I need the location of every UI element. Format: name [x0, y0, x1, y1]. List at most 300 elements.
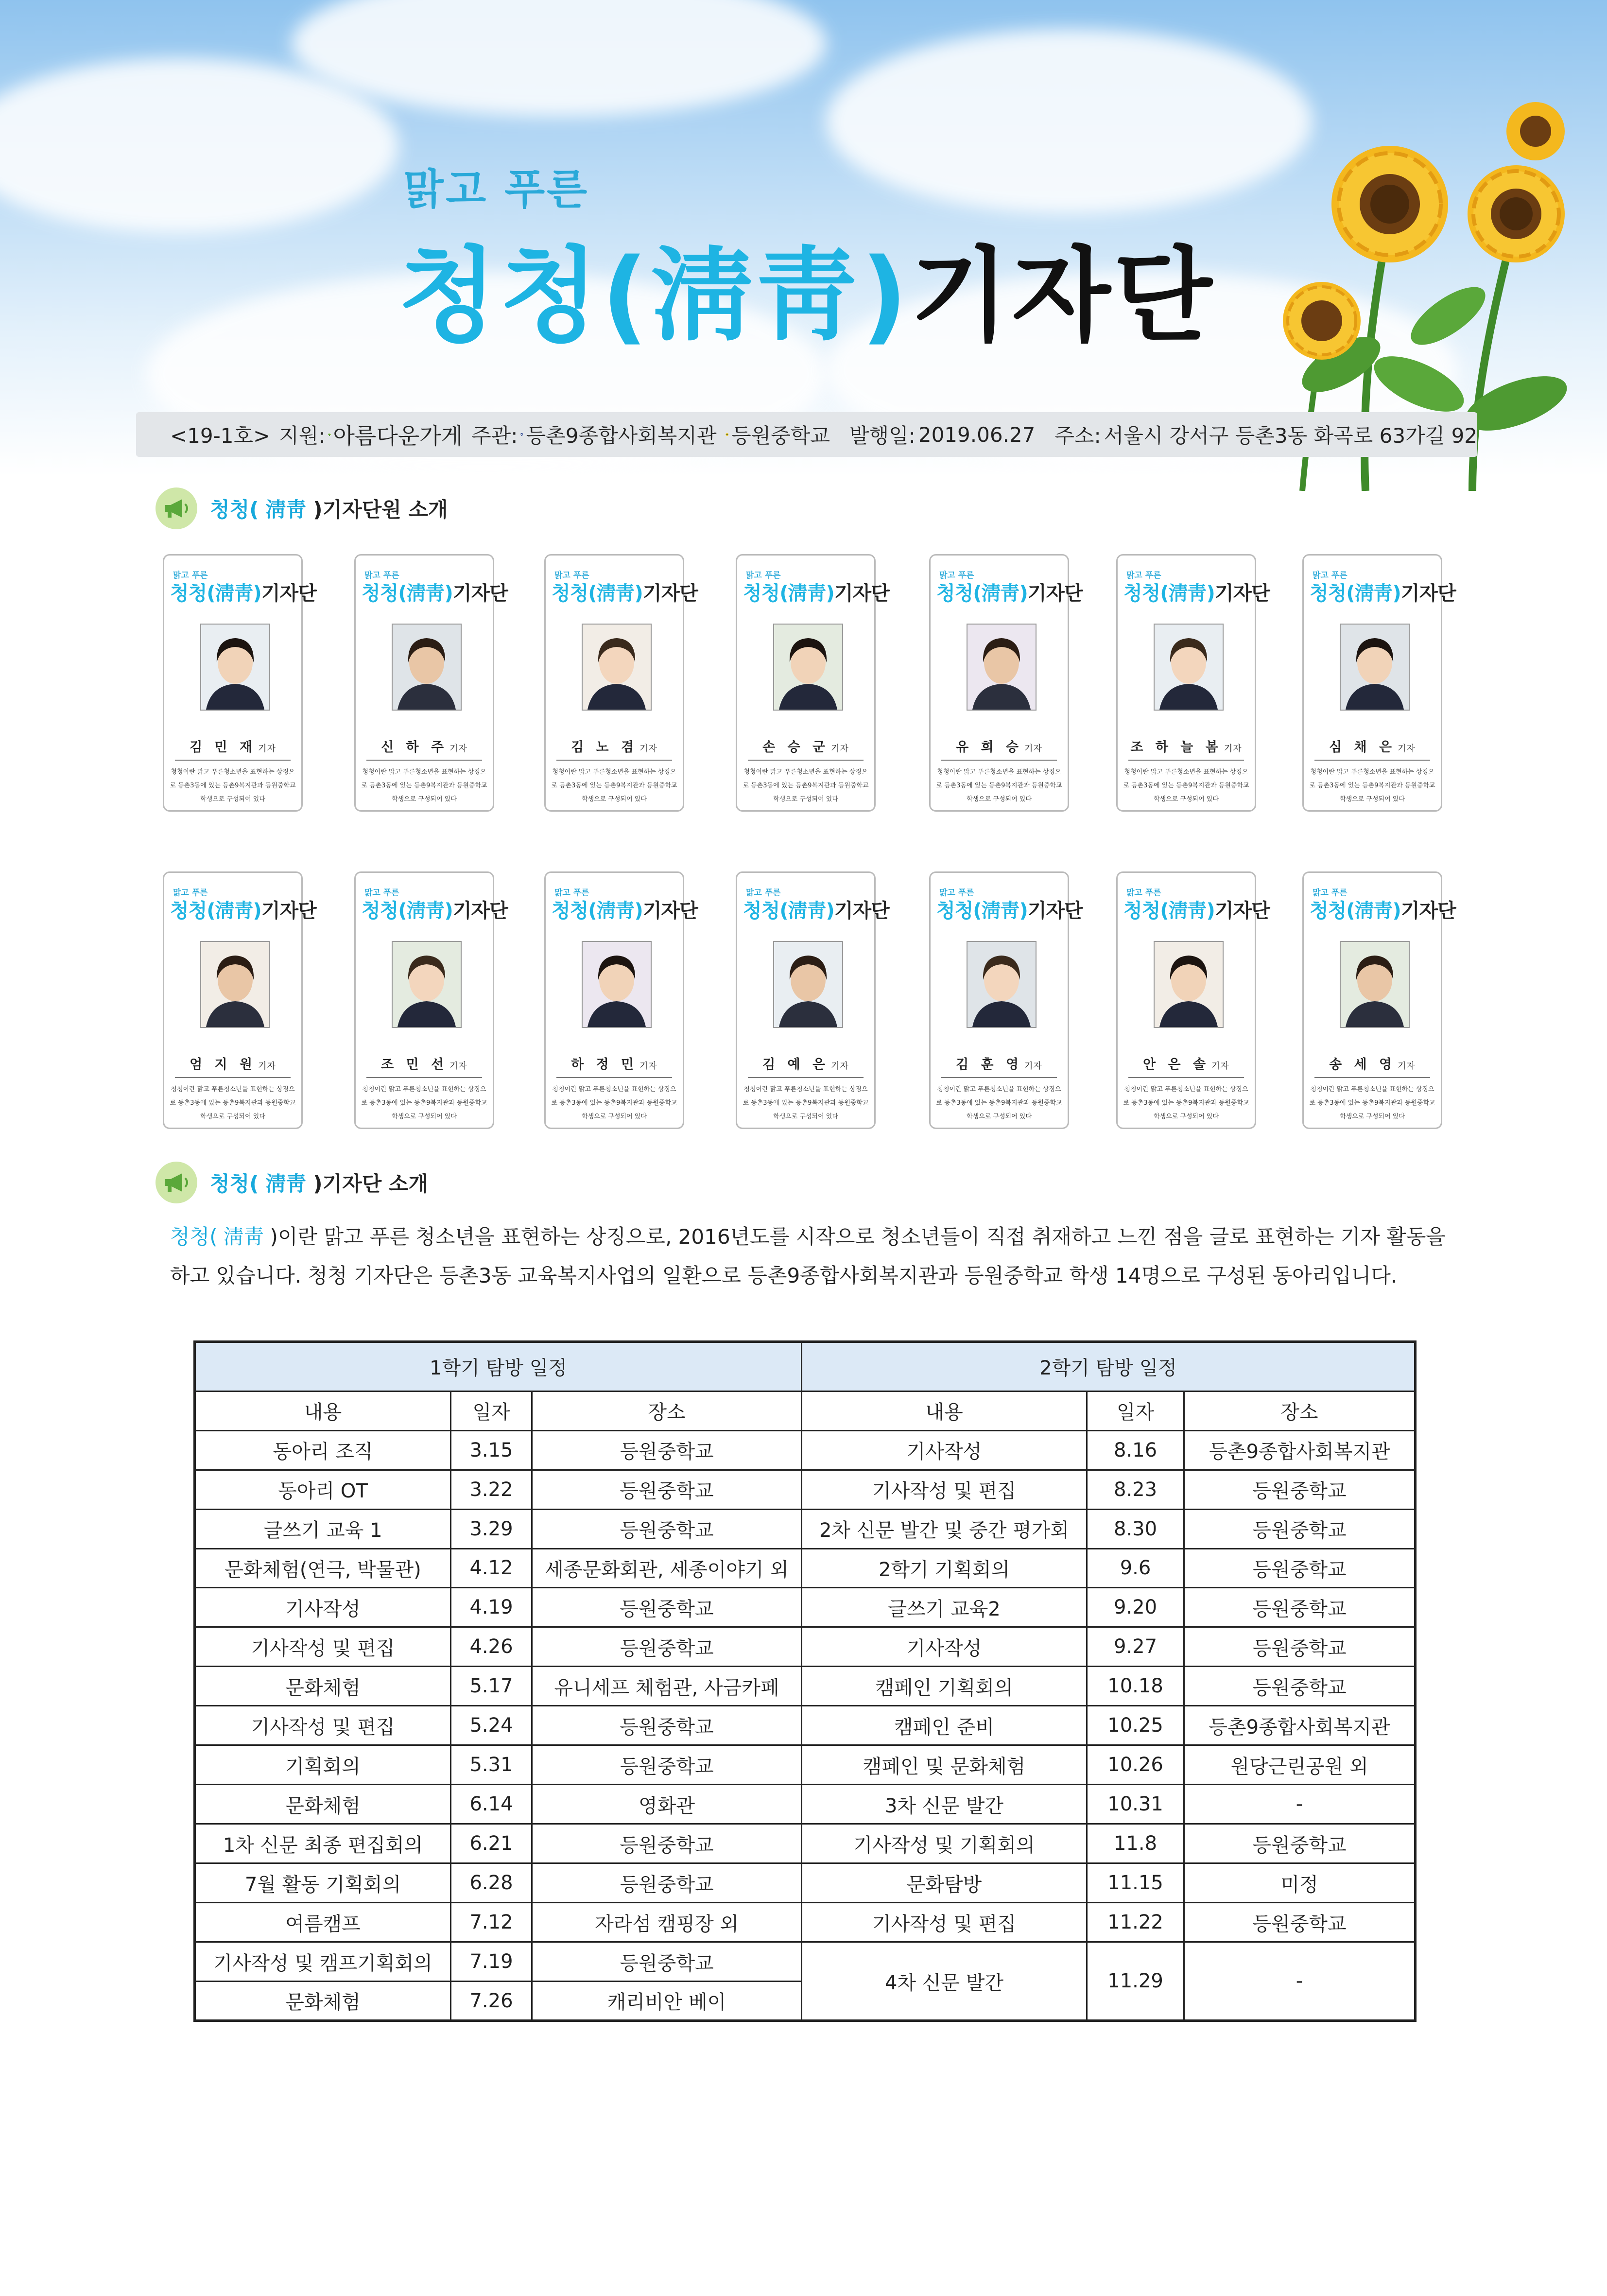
section-title-suffix: )기자단원 소개	[313, 498, 448, 522]
card-subtitle: 맑고 푸른	[364, 571, 399, 580]
section-title-hanja: 淸靑	[265, 1172, 307, 1196]
table-row	[195, 1548, 1416, 1588]
schedule-content: 동아리 OT	[195, 1470, 451, 1509]
schedule-date: 4.12	[451, 1548, 532, 1588]
schedule-date: 6.14	[451, 1785, 532, 1824]
schedule-date: 7.26	[451, 1982, 532, 2021]
card-description: 청청이란 맑고 푸른청소년을 표현하는 상징으로 등촌3동에 있는 등촌9복지관과 등원중학교 학생으로 구성되어 있다	[1309, 768, 1435, 803]
card-divider	[556, 760, 672, 761]
schedule-place: 캐리비안 베이	[532, 1982, 802, 2021]
card-divider	[748, 1077, 864, 1078]
card-title	[1310, 578, 1456, 606]
card-divider	[1128, 1077, 1244, 1078]
col-header-content: 내용	[802, 1391, 1087, 1430]
table-row	[195, 1706, 1416, 1745]
card-title-hanja: 청청(淸靑)	[170, 900, 261, 922]
card-subtitle: 맑고 푸른	[1313, 888, 1348, 898]
member-card	[1302, 871, 1456, 1129]
schedule-content: 기획회의	[195, 1745, 451, 1785]
member-name-text: 김 민 재	[190, 740, 257, 755]
host-label: 주관:	[471, 424, 518, 448]
member-photo	[1154, 941, 1224, 1028]
member-card	[354, 554, 508, 812]
schedule-content: 기사작성 및 기획회의	[802, 1824, 1087, 1863]
card-subtitle: 맑고 푸른	[746, 888, 781, 898]
column-header-row	[195, 1391, 1416, 1430]
schedule-place: 등원중학교	[1184, 1588, 1416, 1627]
schedule-place: 등원중학교	[532, 1942, 802, 1982]
card-divider	[1314, 760, 1430, 761]
card-subtitle: 맑고 푸른	[939, 888, 974, 898]
schedule-content: 동아리 조직	[195, 1430, 451, 1470]
semester2-title: 2학기 탐방 일정	[802, 1342, 1416, 1392]
schedule-place: 등촌9종합사회복지관	[1184, 1706, 1416, 1745]
schedule-place: 세종문화회관, 세종이야기 외	[532, 1548, 802, 1588]
schedule-place: 자라섬 캠핑장 외	[532, 1903, 802, 1942]
page-title-text: 기자단	[910, 236, 1215, 355]
card-description: 청청이란 맑고 푸른청소년을 표현하는 상징으로 등촌3동에 있는 등촌9복지관과 등원중학교 학생으로 구성되어 있다	[743, 768, 869, 803]
page-title-hanja: 청청(淸靑)	[398, 236, 911, 355]
schedule-content: 문화체험	[195, 1667, 451, 1706]
card-description: 청청이란 맑고 푸른청소년을 표현하는 상징으로 등촌3동에 있는 등촌9복지관과 등원중학교 학생으로 구성되어 있다	[1123, 1086, 1249, 1120]
card-title-hanja: 청청(淸靑)	[362, 900, 453, 922]
card-divider	[941, 760, 1057, 761]
schedule-content: 문화체험	[195, 1785, 451, 1824]
member-name-text: 심 채 은	[1329, 740, 1396, 755]
schedule-place: 등원중학교	[1184, 1667, 1416, 1706]
schedule-date: 9.20	[1087, 1588, 1184, 1627]
schedule-date: 7.19	[451, 1942, 532, 1982]
schedule-place: 등원중학교	[1184, 1627, 1416, 1667]
member-name-text: 조 민 선	[381, 1057, 448, 1072]
card-title-hanja: 청청(淸靑)	[1123, 582, 1215, 605]
table-row	[195, 1667, 1416, 1706]
schedule-place: 등원중학교	[532, 1824, 802, 1863]
schedule-date: 5.17	[451, 1667, 532, 1706]
member-photo	[967, 941, 1037, 1028]
member-role: 기자	[1211, 1061, 1229, 1071]
schedule-content: 캠페인 및 문화체험	[802, 1745, 1087, 1785]
member-card	[1116, 871, 1270, 1129]
card-description: 청청이란 맑고 푸른청소년을 표현하는 상징으로 등촌3동에 있는 등촌9복지관과 등원중학교 학생으로 구성되어 있다	[551, 1086, 677, 1120]
card-title-text: 기자단	[261, 900, 316, 922]
intro-text: )이란 맑고 푸른 청소년을 표현하는 상징으로, 2016년도를 시작으로 청소년들이 직접 취재하고 느낀 점을 글로 표현하는 기자 활동을 하고 있습니다. 청청 기자단은 등촌3동 교육복지사업의 일환으로 등촌9종합사회복지관과 등원중학교 학생 14명으로 구성된 동아리입니다.	[170, 1225, 1446, 1287]
card-title	[170, 895, 316, 923]
card-title-text: 기자단	[452, 900, 508, 922]
card-title-hanja: 청청(淸靑)	[362, 582, 453, 605]
member-photo	[200, 941, 270, 1028]
card-title-hanja: 청청(淸靑)	[1123, 900, 1215, 922]
table-row	[195, 1942, 1416, 1982]
card-title-text: 기자단	[834, 900, 889, 922]
schedule-content: 4차 신문 발간	[802, 1942, 1087, 2021]
issue-number: <19-1호>	[170, 424, 271, 448]
schedule-date: 10.26	[1087, 1745, 1184, 1785]
schedule-place: -	[1184, 1785, 1416, 1824]
card-subtitle: 맑고 푸른	[554, 888, 589, 898]
school-logo-icon	[726, 422, 729, 447]
member-card	[354, 871, 508, 1129]
section-heading-about	[156, 1162, 428, 1203]
card-title-hanja: 청청(淸靑)	[552, 582, 643, 605]
schedule-content: 캠페인 준비	[802, 1706, 1087, 1745]
date-label: 발행일:	[849, 424, 916, 448]
card-subtitle: 맑고 푸른	[173, 571, 208, 580]
card-title-text: 기자단	[834, 582, 889, 605]
member-name-text: 하 정 민	[571, 1057, 638, 1072]
host2-name: 등원중학교	[731, 424, 830, 448]
card-subtitle: 맑고 푸른	[1126, 571, 1161, 580]
schedule-content: 기사작성 및 편집	[195, 1706, 451, 1745]
card-subtitle: 맑고 푸른	[1313, 571, 1348, 580]
col-header-place: 장소	[1184, 1391, 1416, 1430]
card-description: 청청이란 맑고 푸른청소년을 표현하는 상징으로 등촌3동에 있는 등촌9복지관과 등원중학교 학생으로 구성되어 있다	[551, 768, 677, 803]
card-title	[743, 895, 889, 923]
card-title-hanja: 청청(淸靑)	[743, 900, 834, 922]
member-name	[356, 736, 493, 755]
semester-header-row	[195, 1342, 1416, 1392]
address-label: 주소:	[1054, 424, 1101, 448]
card-subtitle: 맑고 푸른	[746, 571, 781, 580]
card-title	[362, 895, 508, 923]
card-description: 청청이란 맑고 푸른청소년을 표현하는 상징으로 등촌3동에 있는 등촌9복지관과 등원중학교 학생으로 구성되어 있다	[936, 1086, 1062, 1120]
member-name-text: 손 승 군	[762, 740, 829, 755]
card-title	[552, 895, 698, 923]
schedule-date: 3.29	[451, 1509, 532, 1548]
member-name	[737, 736, 874, 755]
member-name	[546, 736, 683, 755]
schedule-place: 등원중학교	[532, 1430, 802, 1470]
member-photo	[392, 941, 462, 1028]
schedule-date: 10.18	[1087, 1667, 1184, 1706]
col-header-date: 일자	[1087, 1391, 1184, 1430]
member-name-text: 김 훈 영	[956, 1057, 1023, 1072]
member-name	[356, 1054, 493, 1073]
member-name	[1304, 1054, 1441, 1073]
card-subtitle: 맑고 푸른	[364, 888, 399, 898]
col-header-date: 일자	[451, 1391, 532, 1430]
section-heading-members	[156, 487, 448, 529]
table-row	[195, 1430, 1416, 1470]
card-description: 청청이란 맑고 푸른청소년을 표현하는 상징으로 등촌3동에 있는 등촌9복지관과 등원중학교 학생으로 구성되어 있다	[1123, 768, 1249, 803]
schedule-content: 기사작성 및 캠프기획회의	[195, 1942, 451, 1982]
schedule-content: 문화체험	[195, 1982, 451, 2021]
card-title-hanja: 청청(淸靑)	[170, 582, 261, 605]
member-role: 기자	[258, 1061, 276, 1071]
member-photo	[1340, 941, 1410, 1028]
member-card	[163, 554, 316, 812]
schedule-place: 등원중학교	[1184, 1903, 1416, 1942]
card-description: 청청이란 맑고 푸른청소년을 표현하는 상징으로 등촌3동에 있는 등촌9복지관과 등원중학교 학생으로 구성되어 있다	[170, 768, 296, 803]
support-label: 지원:	[279, 424, 326, 448]
schedule-content: 3차 신문 발간	[802, 1785, 1087, 1824]
schedule-date: 10.31	[1087, 1785, 1184, 1824]
schedule-place: 등촌9종합사회복지관	[1184, 1430, 1416, 1470]
schedule-date: 11.8	[1087, 1824, 1184, 1863]
card-divider	[556, 1077, 672, 1078]
member-photo	[773, 941, 843, 1028]
schedule-date: 11.29	[1087, 1942, 1184, 2021]
table-row	[195, 1509, 1416, 1548]
schedule-date: 4.19	[451, 1588, 532, 1627]
card-title	[936, 895, 1083, 923]
member-role: 기자	[1398, 1061, 1416, 1071]
card-title	[1123, 895, 1270, 923]
card-title	[743, 578, 889, 606]
schedule-date: 6.28	[451, 1863, 532, 1903]
section-title-suffix: )기자단 소개	[313, 1172, 429, 1196]
shield-logo-icon	[520, 422, 523, 447]
member-role: 기자	[258, 744, 276, 754]
schedule-content: 2학기 기획회의	[802, 1548, 1087, 1588]
schedule-date: 9.6	[1087, 1548, 1184, 1588]
support-name: 아름다운가게	[333, 423, 463, 449]
card-title-text: 기자단	[1214, 582, 1270, 605]
schedule-content: 기사작성 및 편집	[802, 1470, 1087, 1509]
member-name-text: 신 하 주	[381, 740, 448, 755]
card-title-hanja: 청청(淸靑)	[1310, 582, 1401, 605]
schedule-content: 문화탐방	[802, 1863, 1087, 1903]
megaphone-icon	[156, 1162, 197, 1203]
schedule-place: 등원중학교	[1184, 1548, 1416, 1588]
card-divider	[1314, 1077, 1430, 1078]
schedule-content: 기사작성	[802, 1430, 1087, 1470]
table-row	[195, 1824, 1416, 1863]
card-description: 청청이란 맑고 푸른청소년을 표현하는 상징으로 등촌3동에 있는 등촌9복지관과 등원중학교 학생으로 구성되어 있다	[936, 768, 1062, 803]
member-name-text: 엄 지 원	[190, 1057, 257, 1072]
member-name-text: 김 노 겸	[571, 740, 638, 755]
card-subtitle: 맑고 푸른	[939, 571, 974, 580]
schedule-content: 글쓰기 교육2	[802, 1588, 1087, 1627]
intro-prefix: 청청(	[170, 1225, 218, 1249]
schedule-place: 등원중학교	[1184, 1470, 1416, 1509]
intro-hanja: 淸靑	[223, 1225, 264, 1249]
table-row	[195, 1863, 1416, 1903]
member-role: 기자	[639, 1061, 657, 1071]
header-subtitle: 맑고 푸른	[403, 165, 589, 214]
member-name	[931, 1054, 1068, 1073]
schedule-place: 미정	[1184, 1863, 1416, 1903]
schedule-place: 등원중학교	[532, 1745, 802, 1785]
member-photo	[1340, 624, 1410, 711]
card-title-text: 기자단	[452, 582, 508, 605]
card-title	[552, 578, 698, 606]
schedule-date: 7.12	[451, 1903, 532, 1942]
card-divider	[175, 760, 291, 761]
schedule-table	[193, 1340, 1417, 2022]
member-role: 기자	[449, 744, 467, 754]
schedule-date: 9.27	[1087, 1627, 1184, 1667]
card-title-hanja: 청청(淸靑)	[936, 900, 1028, 922]
schedule-place: -	[1184, 1942, 1416, 2021]
card-divider	[366, 1077, 482, 1078]
table-row	[195, 1785, 1416, 1824]
table-row	[195, 1588, 1416, 1627]
member-name	[1118, 736, 1255, 755]
schedule-place: 등원중학교	[532, 1863, 802, 1903]
schedule-place: 영화관	[532, 1785, 802, 1824]
page-title	[398, 214, 1215, 361]
member-name-text: 안 은 솔	[1143, 1057, 1210, 1072]
schedule-date: 3.22	[451, 1470, 532, 1509]
member-photo	[967, 624, 1037, 711]
card-title	[1310, 895, 1456, 923]
card-title	[170, 578, 316, 606]
schedule-content: 기사작성	[195, 1588, 451, 1627]
card-title-text: 기자단	[1400, 900, 1456, 922]
member-card	[736, 554, 889, 812]
card-description: 청청이란 맑고 푸른청소년을 표현하는 상징으로 등촌3동에 있는 등촌9복지관과 등원중학교 학생으로 구성되어 있다	[361, 768, 487, 803]
member-name	[164, 736, 301, 755]
member-photo	[1154, 624, 1224, 711]
megaphone-icon	[156, 487, 197, 529]
schedule-place: 등원중학교	[532, 1509, 802, 1548]
cloud-decoration	[826, 29, 1312, 214]
card-subtitle: 맑고 푸른	[1126, 888, 1161, 898]
schedule-date: 11.15	[1087, 1863, 1184, 1903]
card-description: 청청이란 맑고 푸른청소년을 표현하는 상징으로 등촌3동에 있는 등촌9복지관과 등원중학교 학생으로 구성되어 있다	[1309, 1086, 1435, 1120]
schedule-content: 여름캠프	[195, 1903, 451, 1942]
member-name-text: 유 희 승	[956, 740, 1023, 755]
schedule-place: 유니세프 체험관, 사금카페	[532, 1667, 802, 1706]
schedule-date: 8.30	[1087, 1509, 1184, 1548]
schedule-content: 7월 활동 기획회의	[195, 1863, 451, 1903]
member-name-text: 김 예 은	[762, 1057, 829, 1072]
member-card	[929, 871, 1083, 1129]
card-title	[1123, 578, 1270, 606]
member-card	[929, 554, 1083, 812]
card-title-text: 기자단	[1214, 900, 1270, 922]
schedule-date: 8.23	[1087, 1470, 1184, 1509]
schedule-date: 8.16	[1087, 1430, 1184, 1470]
col-header-content: 내용	[195, 1391, 451, 1430]
intro-paragraph	[170, 1218, 1453, 1295]
member-photo	[392, 624, 462, 711]
schedule-date: 11.22	[1087, 1903, 1184, 1942]
member-role: 기자	[1398, 744, 1416, 754]
schedule-content: 기사작성	[802, 1627, 1087, 1667]
card-description: 청청이란 맑고 푸른청소년을 표현하는 상징으로 등촌3동에 있는 등촌9복지관과 등원중학교 학생으로 구성되어 있다	[361, 1086, 487, 1120]
member-photo	[582, 624, 652, 711]
card-title-text: 기자단	[1027, 582, 1083, 605]
member-card	[544, 554, 698, 812]
schedule-content: 1차 신문 최종 편집회의	[195, 1824, 451, 1863]
member-name	[931, 736, 1068, 755]
schedule-place: 등원중학교	[532, 1470, 802, 1509]
member-card	[1116, 554, 1270, 812]
member-card	[736, 871, 889, 1129]
cloud-decoration	[292, 0, 826, 117]
member-name	[164, 1054, 301, 1073]
host1-name: 등촌9종합사회복지관	[526, 424, 717, 448]
schedule-place: 등원중학교	[1184, 1509, 1416, 1548]
schedule-content: 글쓰기 교육 1	[195, 1509, 451, 1548]
schedule-content: 문화체험(연극, 박물관)	[195, 1548, 451, 1588]
leaf-logo-icon	[328, 422, 331, 447]
address: 서울시 강서구 등촌3동 화곡로 63가길 92	[1104, 424, 1478, 448]
schedule-place: 등원중학교	[532, 1627, 802, 1667]
info-bar	[136, 412, 1477, 457]
schedule-date: 3.15	[451, 1430, 532, 1470]
card-title-text: 기자단	[1027, 900, 1083, 922]
schedule-date: 5.31	[451, 1745, 532, 1785]
publish-date: 2019.06.27	[918, 422, 1036, 447]
member-role: 기자	[831, 1061, 849, 1071]
card-divider	[941, 1077, 1057, 1078]
card-subtitle: 맑고 푸른	[554, 571, 589, 580]
member-role: 기자	[831, 744, 849, 754]
schedule-date: 6.21	[451, 1824, 532, 1863]
table-row	[195, 1745, 1416, 1785]
member-name	[546, 1054, 683, 1073]
member-card	[163, 871, 316, 1129]
member-card	[544, 871, 698, 1129]
card-subtitle: 맑고 푸른	[173, 888, 208, 898]
schedule-place: 등원중학교	[532, 1588, 802, 1627]
member-role: 기자	[1024, 1061, 1042, 1071]
card-title-text: 기자단	[642, 900, 698, 922]
member-photo	[773, 624, 843, 711]
schedule-place: 원당근린공원 외	[1184, 1745, 1416, 1785]
card-divider	[1128, 760, 1244, 761]
schedule-place: 등원중학교	[532, 1706, 802, 1745]
schedule-content: 기사작성 및 편집	[802, 1903, 1087, 1942]
member-photo	[582, 941, 652, 1028]
schedule-content: 2차 신문 발간 및 중간 평가회	[802, 1509, 1087, 1548]
card-title-hanja: 청청(淸靑)	[1310, 900, 1401, 922]
section-title-hanja: 淸靑	[265, 498, 307, 522]
section-title-prefix: 청청(	[210, 1172, 259, 1196]
card-divider	[175, 1077, 291, 1078]
member-name	[1118, 1054, 1255, 1073]
member-role: 기자	[1024, 744, 1042, 754]
schedule-date: 4.26	[451, 1627, 532, 1667]
member-name	[737, 1054, 874, 1073]
card-title-text: 기자단	[1400, 582, 1456, 605]
table-row	[195, 1903, 1416, 1942]
member-name-text: 송 세 영	[1329, 1057, 1396, 1072]
member-name-text: 조 하 늘 봄	[1130, 740, 1222, 755]
schedule-content: 기사작성 및 편집	[195, 1627, 451, 1667]
schedule-date: 5.24	[451, 1706, 532, 1745]
table-row	[195, 1627, 1416, 1667]
member-card	[1302, 554, 1456, 812]
member-role: 기자	[1224, 744, 1242, 754]
member-role: 기자	[639, 744, 657, 754]
member-name	[1304, 736, 1441, 755]
card-title-hanja: 청청(淸靑)	[936, 582, 1028, 605]
card-title	[362, 578, 508, 606]
card-title-hanja: 청청(淸靑)	[552, 900, 643, 922]
card-title-text: 기자단	[642, 582, 698, 605]
schedule-content: 캠페인 기획회의	[802, 1667, 1087, 1706]
card-divider	[748, 760, 864, 761]
table-row	[195, 1470, 1416, 1509]
card-title-text: 기자단	[261, 582, 316, 605]
schedule-date: 10.25	[1087, 1706, 1184, 1745]
card-title	[936, 578, 1083, 606]
member-role: 기자	[449, 1061, 467, 1071]
col-header-place: 장소	[532, 1391, 802, 1430]
card-description: 청청이란 맑고 푸른청소년을 표현하는 상징으로 등촌3동에 있는 등촌9복지관과 등원중학교 학생으로 구성되어 있다	[170, 1086, 296, 1120]
card-title-hanja: 청청(淸靑)	[743, 582, 834, 605]
card-divider	[366, 760, 482, 761]
semester1-title: 1학기 탐방 일정	[195, 1342, 802, 1392]
section-title-prefix: 청청(	[210, 498, 259, 522]
card-description: 청청이란 맑고 푸른청소년을 표현하는 상징으로 등촌3동에 있는 등촌9복지관과 등원중학교 학생으로 구성되어 있다	[743, 1086, 869, 1120]
member-photo	[200, 624, 270, 711]
schedule-place: 등원중학교	[1184, 1824, 1416, 1863]
